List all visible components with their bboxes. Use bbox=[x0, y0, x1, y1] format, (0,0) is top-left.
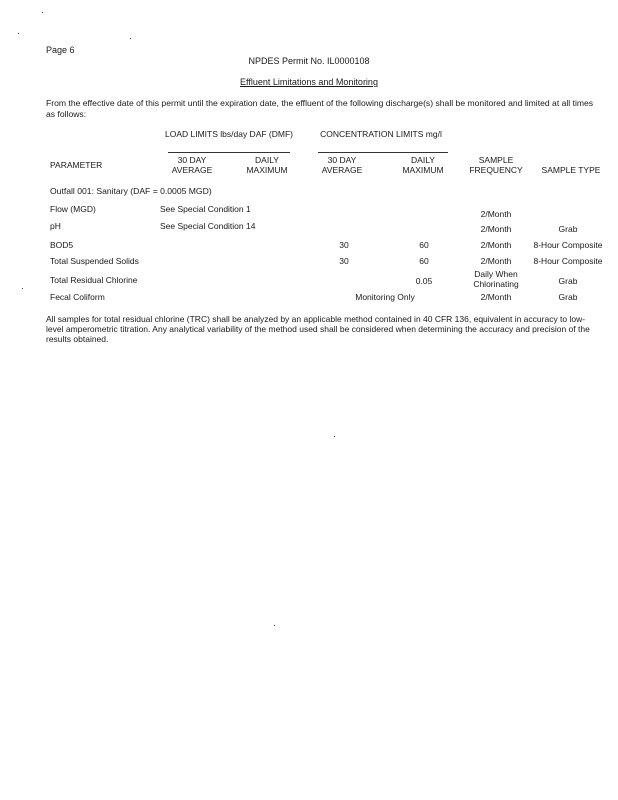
conc-daily-header: DAILY MAXIMUM bbox=[402, 155, 444, 175]
conc-30day-header: 30 DAY AVERAGE bbox=[321, 155, 363, 175]
scan-speck bbox=[18, 33, 19, 34]
scan-speck bbox=[274, 625, 275, 626]
row-frequency: Daily When Chlorinating bbox=[473, 269, 519, 289]
load-daily-header: DAILY MAXIMUM bbox=[246, 155, 288, 175]
row-sample-type: Grab bbox=[558, 292, 578, 302]
load-limits-underline bbox=[168, 152, 290, 153]
parameter-header: PARAMETER bbox=[50, 160, 103, 170]
row-conc-daily: 60 bbox=[419, 240, 429, 250]
row-parameter: Fecal Coliform bbox=[50, 292, 105, 302]
row-frequency: 2/Month bbox=[480, 292, 512, 302]
intro-paragraph: From the effective date of this permit until the expiration date, the effluent of the following discharge(s) shall be monitored and limited at all times as follows: bbox=[46, 98, 594, 119]
row-parameter: BOD5 bbox=[50, 240, 74, 250]
row-sample-type: Grab bbox=[558, 276, 578, 286]
section-title: Effluent Limitations and Monitoring bbox=[240, 77, 378, 87]
row-conc-daily: 0.05 bbox=[415, 276, 433, 286]
page-label: Page 6 bbox=[46, 45, 75, 55]
scan-speck bbox=[130, 38, 131, 39]
sample-frequency-header: SAMPLE FREQUENCY bbox=[469, 155, 523, 175]
row-parameter: Total Suspended Solids bbox=[50, 256, 139, 266]
row-frequency: 2/Month bbox=[480, 240, 512, 250]
row-frequency: 2/Month bbox=[480, 224, 512, 234]
permit-number: NPDES Permit No. IL0000108 bbox=[248, 56, 370, 66]
row-condition: See Special Condition 14 bbox=[160, 221, 256, 231]
row-sample-type: 8-Hour Composite bbox=[533, 256, 603, 266]
row-parameter: pH bbox=[50, 221, 61, 231]
concentration-header: CONCENTRATION LIMITS mg/l bbox=[320, 129, 442, 139]
row-sample-type: 8-Hour Composite bbox=[533, 240, 603, 250]
row-frequency: 2/Month bbox=[480, 256, 512, 266]
sample-type-header: SAMPLE TYPE bbox=[541, 165, 601, 175]
concentration-underline bbox=[318, 152, 448, 153]
row-conc-30day: 30 bbox=[339, 240, 349, 250]
scan-speck bbox=[334, 436, 335, 437]
scan-speck bbox=[22, 288, 23, 289]
outfall-label: Outfall 001: Sanitary (DAF = 0.0005 MGD) bbox=[50, 186, 212, 196]
row-conc-daily: 60 bbox=[419, 256, 429, 266]
row-conc-30day: 30 bbox=[339, 256, 349, 266]
row-condition: See Special Condition 1 bbox=[160, 204, 251, 214]
row-monitoring: Monitoring Only bbox=[355, 292, 415, 302]
load-limits-header: LOAD LIMITS lbs/day DAF (DMF) bbox=[165, 129, 293, 139]
row-frequency: 2/Month bbox=[480, 209, 512, 219]
trc-footnote: All samples for total residual chlorine (TRC) shall be analyzed by an applicable method contained in 40 CFR 136, equivalent in accuracy to low-level amperometric titration. Any analytical variability of the method used shall be considered when determining the accuracy and precision of the results obtained. bbox=[46, 314, 590, 344]
row-sample-type: Grab bbox=[558, 224, 578, 234]
load-30day-header: 30 DAY AVERAGE bbox=[171, 155, 213, 175]
scan-speck bbox=[42, 12, 43, 13]
row-parameter: Flow (MGD) bbox=[50, 204, 96, 214]
row-parameter: Total Residual Chlorine bbox=[50, 275, 138, 285]
